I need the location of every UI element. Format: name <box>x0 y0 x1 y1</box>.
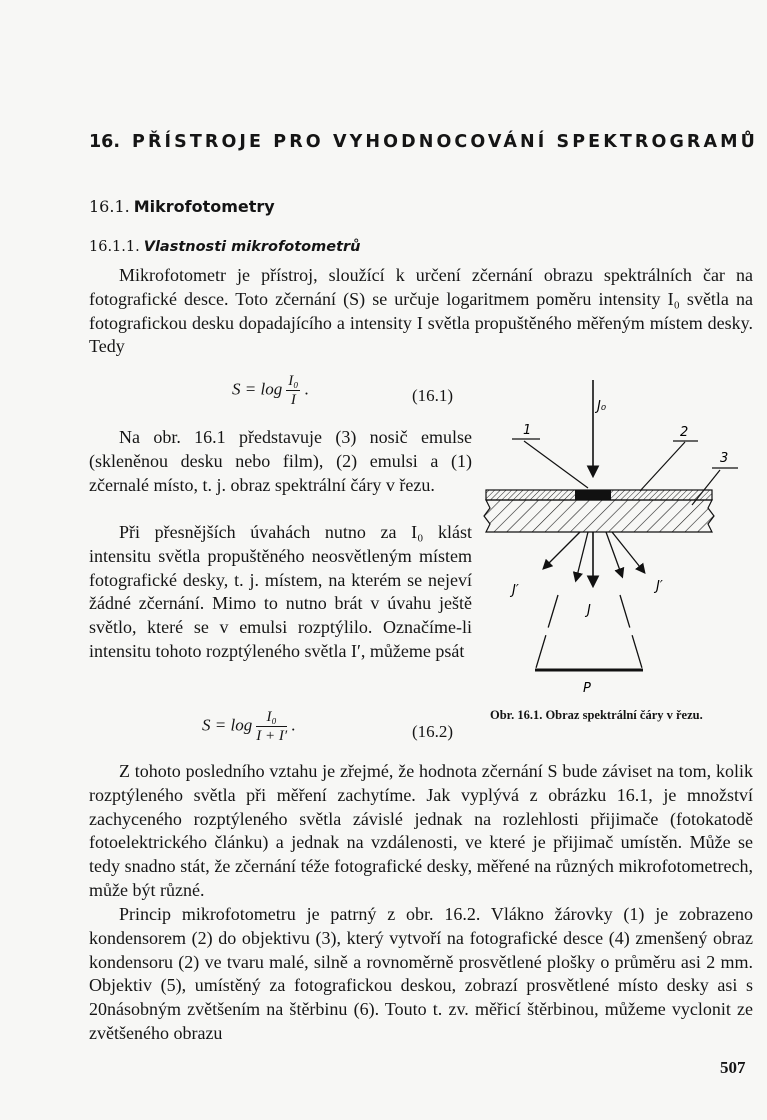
figure-caption: Obr. 16.1. Obraz spektrální čáry v řezu. <box>490 708 703 722</box>
scattered-ray-left-inner <box>576 532 588 580</box>
eq2-denominator: I + I′ <box>256 728 288 744</box>
paragraph-5 <box>89 903 753 1046</box>
glass-plate <box>484 500 714 532</box>
paragraph-4 <box>89 760 753 903</box>
chapter-title: PŘÍSTROJE PRO VYHODNOCOVÁNÍ SPEKTROGRAMŮ <box>132 132 758 152</box>
blackened-spot <box>575 490 611 500</box>
eq2-numerator: I₀ <box>256 708 287 727</box>
equation-16-1 <box>232 372 309 409</box>
chapter-heading <box>89 132 759 152</box>
paragraph-3 <box>89 521 472 664</box>
page-number: 507 <box>720 1058 746 1077</box>
section-title: Mikrofotometry <box>133 197 275 216</box>
eq1-denominator: I <box>290 392 296 408</box>
label-1: 1 <box>523 423 532 438</box>
leader-2 <box>640 442 685 491</box>
leader-1 <box>524 441 588 488</box>
label-j: J <box>587 603 591 618</box>
paragraph-3-text: Při přesnějších úvahách nutno za I₀ klást intensitu světla propuštěného neosvětleným místem fotografické desky, t. j. místem, na kterém se nejeví žádné zčernání. Mimo to nutno brát v úvahu ještě světlo, které se v emulsi rozptýlilo. Označíme-li intensitu tohoto rozptýleného světla I′, můžeme psát <box>89 522 472 661</box>
figure-spectral-line-cross-section <box>480 380 750 700</box>
eq1-lhs: S = log <box>232 379 283 399</box>
cone-left <box>536 595 558 668</box>
cone-right <box>620 595 642 668</box>
label-i0: J₀ <box>597 399 607 414</box>
section-number: 16.1. <box>89 197 130 216</box>
paragraph-1-text: Mikrofotometr je přístroj, sloužící k určení zčernání obrazu spektrálních čar na fotografické desce. Toto zčernání (S) se určuje logaritmem poměru intensity I₀ světla na fotografickou desku dopadajícího a intensity I světla propuštěného měřeným místem desky. Tedy <box>89 265 753 357</box>
subsection-number: 16.1.1. <box>89 239 140 255</box>
label-2: 2 <box>680 425 689 440</box>
subsection-heading <box>89 239 360 255</box>
label-3: 3 <box>720 451 729 466</box>
scattered-ray-left <box>544 532 580 568</box>
scattered-ray-right-inner <box>606 532 622 576</box>
eq1-fraction <box>286 372 300 409</box>
eq1-numerator: I₀ <box>288 373 299 389</box>
paragraph-1 <box>89 264 753 359</box>
scattered-ray-right <box>612 532 644 572</box>
paragraph-2-text: Na obr. 16.1 představuje (3) nosič emulse (skleněnou desku nebo film), (2) emulsi a (1) zčernalé místo, t. j. obraz spektrální čáry v řezu. <box>89 427 472 495</box>
paragraph-2 <box>89 426 472 497</box>
equation-16-2 <box>202 708 295 745</box>
chapter-number: 16. <box>89 132 121 152</box>
eq1-tail: . <box>304 379 309 399</box>
eq2-lhs: S = log <box>202 715 253 735</box>
paragraph-5-text: Princip mikrofotometru je patrný z obr. 16.2. Vlákno žárovky (1) je zobrazeno kondensorem (2) do objektivu (3), který vytvoří na fotografické desce (4) zmenšený obraz kondensoru (2) ve tvaru malé, silně a rovnoměrně prosvětlené plošky o průměru asi 2 mm. Objektiv (5), umístěný za fotografickou deskou, zobrazí prosvětlené místo desky asi s 20násobným zvětšením na štěrbinu (6). Touto t. zv. měřicí štěrbinou, můžeme vyclonit ze zvětšeného obrazu <box>89 904 753 1043</box>
section-heading <box>89 197 275 216</box>
equation-16-1-number: (16.1) <box>412 386 454 405</box>
label-j-prime-right: J′ <box>656 579 663 594</box>
label-p: P <box>583 681 591 696</box>
paragraph-4-text: Z tohoto posledního vztahu je zřejmé, že hodnota zčernání S bude záviset na tom, kolik rozptýleného světla při měření zachytíme. Jak vyplývá z obrázku 16.1, je množství zachyceného rozptýleného světla závislé jednak na rozlehlosti přijimače (fotokatodě fotoelektrického článku) a jednak na vzdálenosti, ve které je přijimač umístěn. Může se tedy snadno stát, že zčernání téže fotografické desky, měřené na různých mikrofotometrech, může být různé. <box>89 761 753 900</box>
eq2-fraction <box>256 708 287 745</box>
equation-16-2-number: (16.2) <box>412 722 454 741</box>
eq2-tail: . <box>291 715 296 735</box>
label-j-prime-left: J′ <box>512 583 519 598</box>
subsection-title: Vlastnosti mikrofotometrů <box>143 239 361 255</box>
